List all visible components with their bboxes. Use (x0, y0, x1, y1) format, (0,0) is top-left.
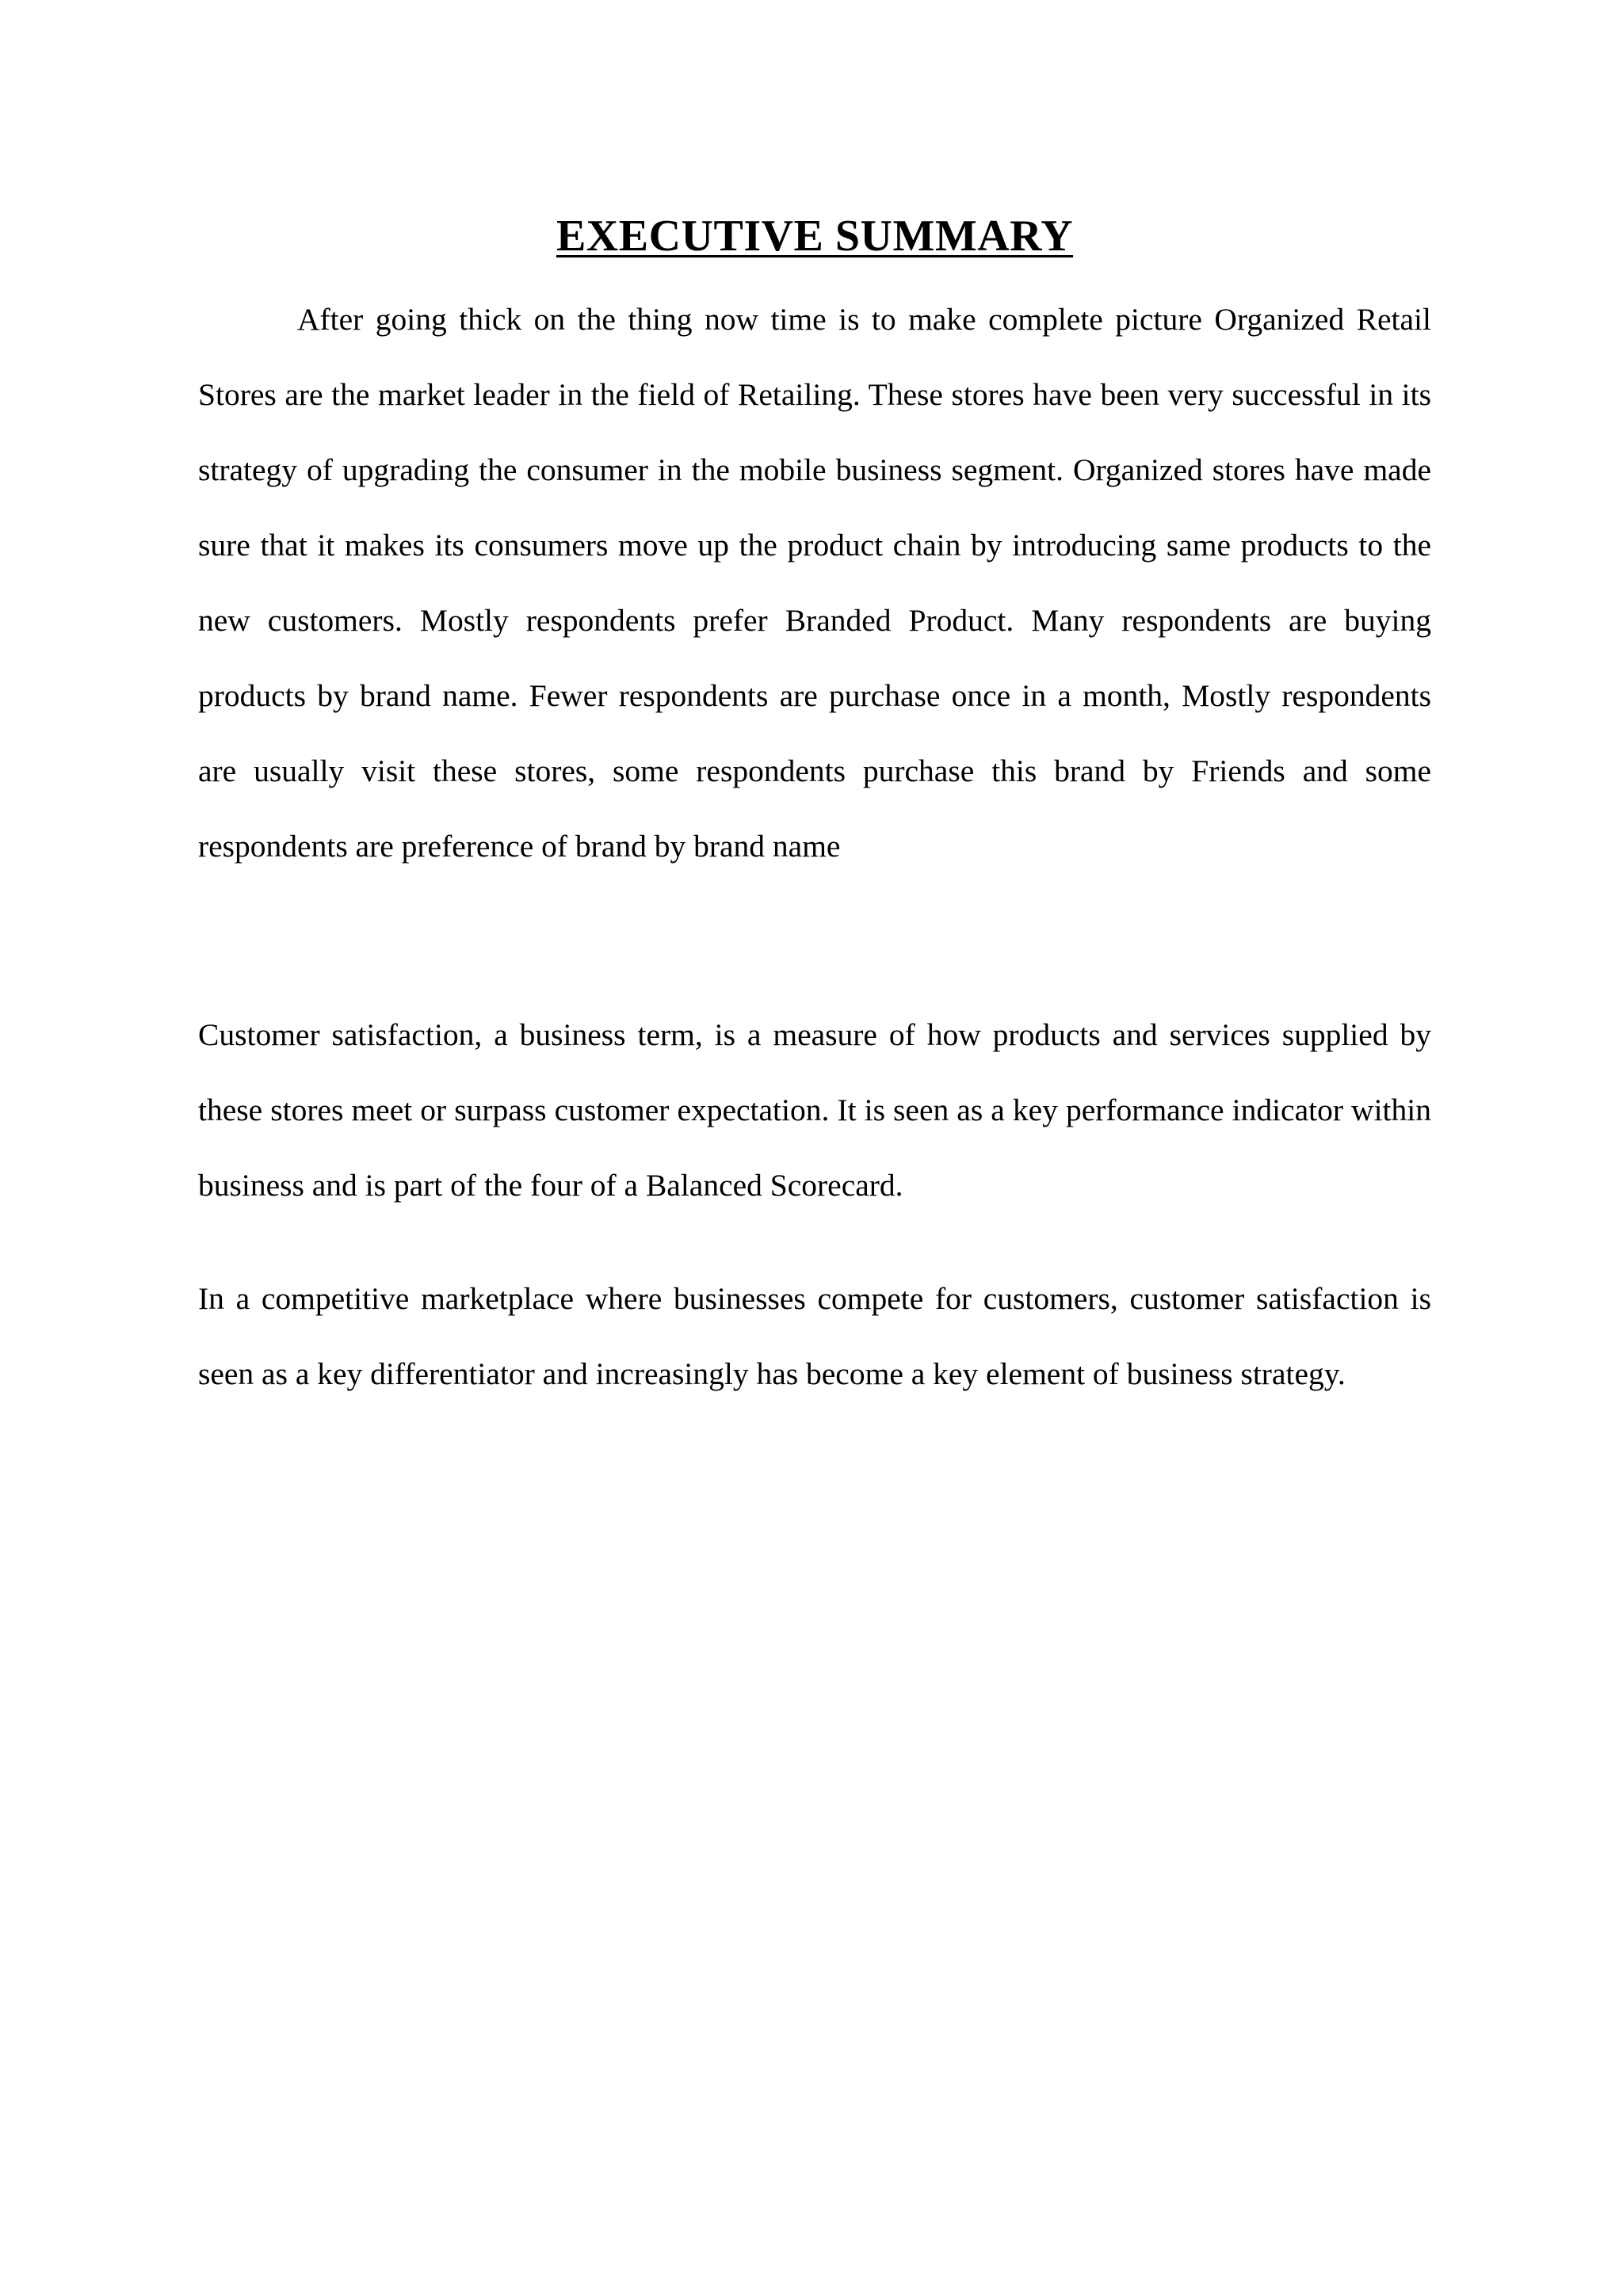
page-title: EXECUTIVE SUMMARY (556, 212, 1074, 261)
page-content (198, 210, 1431, 1412)
paragraph-customer-satisfaction: Customer satisfaction, a business term, is a measure of how products and services supplied by these stores meet or surpass customer expectation. It is seen as a key performance indicator within business and is part of the four of a Balanced Scorecard. (198, 1017, 1431, 1203)
paragraph-competitive-marketplace: In a competitive marketplace where businesses compete for customers, customer satisfaction is seen as a key differentiator and increasingly has become a key element of business strategy. (198, 1281, 1431, 1392)
paragraph-organized-retail: After going thick on the thing now time is to make complete picture Organized Retail Stores are the market leader in the field of Retailing. These stores have been very successful in its strategy of upgrading the consumer in the mobile business segment. Organized stores have made sure that it makes its consumers move up the product chain by introducing same products to the new customers. Mostly respondents prefer Branded Product. Many respondents are buying products by brand name. Fewer respondents are purchase once in a month, Mostly respondents are usually visit these stores, some respondents purchase this brand by Friends and some respondents are preference of brand by brand name (198, 302, 1431, 864)
